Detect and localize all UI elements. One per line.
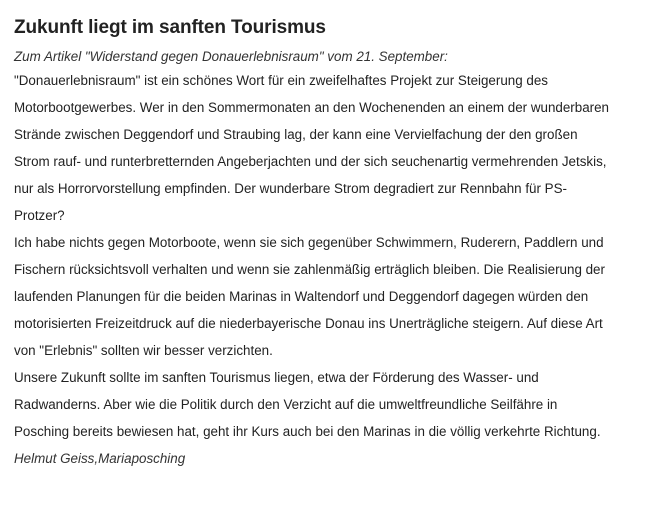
paragraph: "Donauerlebnisraum" ist ein schönes Wort für ein zweifelhaftes Projekt zur Steigerung des Motorbootgewerbes. Wer in den Sommermonaten an den Wochenenden an einem der wunderbaren Strände zwischen Deggendorf und Straubing lag, der kann eine Vervielfachung der den großen Strom rauf- und runterbretternden Angeberjachten und der sich seuchenartig vermehrenden Jetskis, nur als Horrorvorstellung empfinden. Der wunderbare Strom degradiert zur Rennbahn für PS-Protzer? — [14, 73, 610, 223]
letter-body — [14, 67, 614, 445]
article-reference: Zum Artikel "Widerstand gegen Donauerlebnisraum" vom 21. September: — [14, 49, 448, 64]
letter-to-editor — [14, 14, 634, 472]
paragraph: Unsere Zukunft sollte im sanften Tourismus liegen, etwa der Förderung des Wasser- und Radwanderns. Aber wie die Politik durch den Verzicht auf die umweltfreundliche Seilfähre in Posching bereits bewiesen hat, geht ihr Kurs auch bei den Marinas in die völlig verkehrte Richtung. — [14, 370, 601, 439]
paragraph: Ich habe nichts gegen Motorboote, wenn sie sich gegenüber Schwimmern, Ruderern, Paddlern und Fischern rücksichtsvoll verhalten und wenn sie zahlenmäßig erträglich bleiben. Die Realisierung der laufenden Planungen für die beiden Marinas in Waltendorf und Deggendorf dagegen würden den motorisierten Freizeitdruck auf die niederbayerische Donau ins Unerträgliche steigern. Auf diese Art von "Erlebnis" sollten wir besser verzichten. — [14, 235, 605, 358]
headline: Zukunft liegt im sanften Tourismus — [14, 17, 326, 38]
author-signature: Helmut Geiss,Mariaposching — [14, 451, 186, 466]
